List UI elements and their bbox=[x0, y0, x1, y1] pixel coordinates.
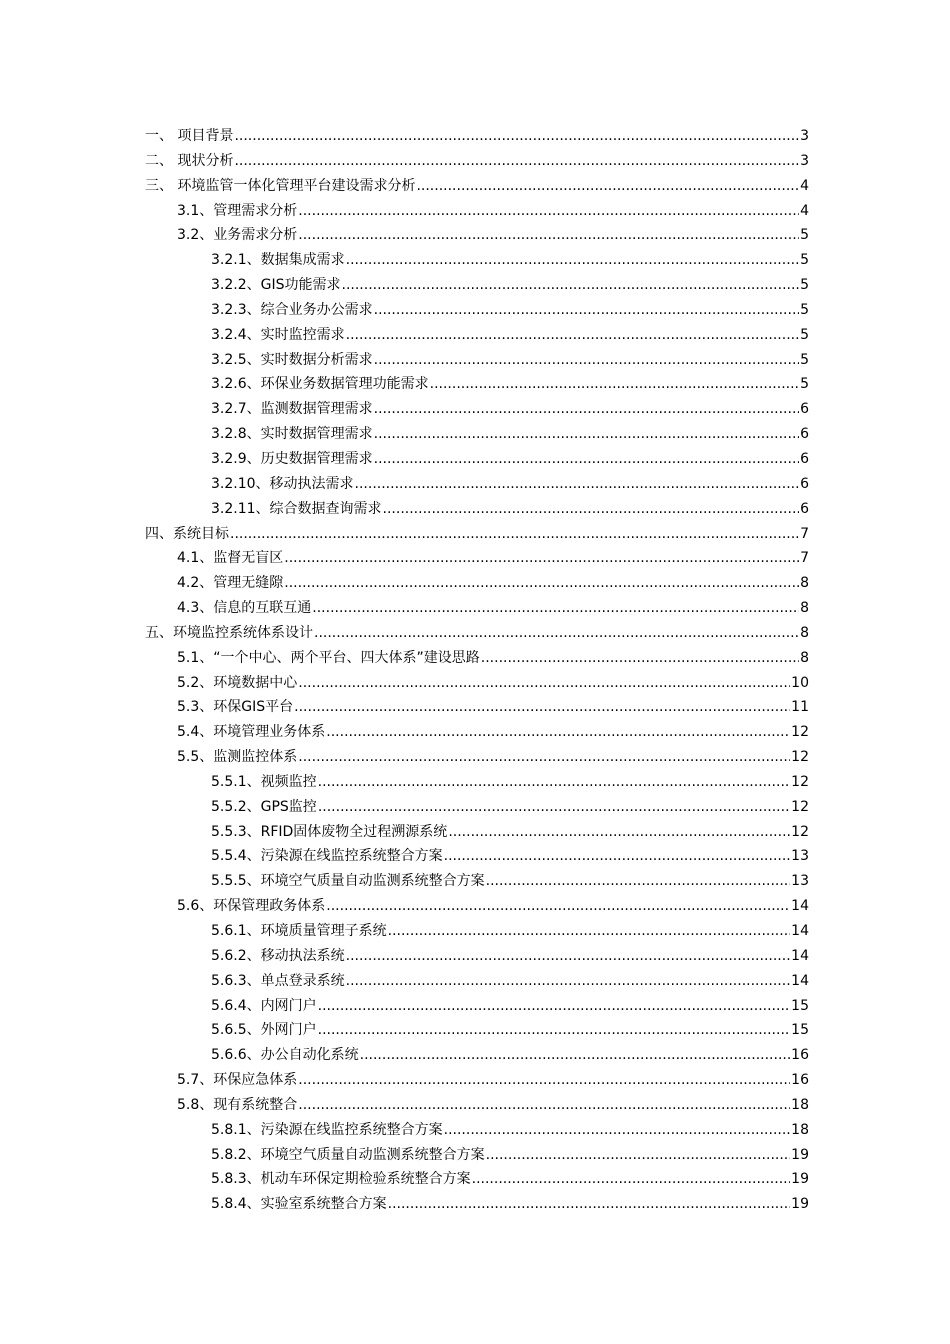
toc-dot-leader bbox=[342, 273, 800, 298]
toc-entry[interactable] bbox=[145, 944, 809, 969]
toc-entry[interactable] bbox=[145, 472, 809, 497]
toc-page-number: 12 bbox=[791, 823, 809, 840]
toc-dot-leader bbox=[298, 671, 790, 696]
toc-entry-title: 3.2.7、监测数据管理需求 bbox=[211, 401, 373, 418]
toc-dot-leader bbox=[318, 770, 791, 795]
toc-dot-leader bbox=[318, 795, 790, 820]
toc-entry[interactable] bbox=[145, 174, 809, 199]
toc-dot-leader bbox=[298, 223, 799, 248]
toc-entry-title: 3.2.3、综合业务办公需求 bbox=[211, 301, 373, 318]
toc-entry[interactable] bbox=[145, 869, 809, 894]
toc-page-number: 14 bbox=[791, 898, 809, 915]
toc-entry[interactable] bbox=[145, 919, 809, 944]
toc-dot-leader bbox=[234, 149, 799, 174]
toc-entry-title: 5.5.4、污染源在线监控系统整合方案 bbox=[211, 848, 443, 865]
toc-dot-leader bbox=[298, 1093, 790, 1118]
toc-entry[interactable] bbox=[145, 1143, 809, 1168]
toc-page-number: 5 bbox=[800, 351, 809, 368]
toc-entry-title: 5.5.3、RFID固体废物全过程溯源系统 bbox=[211, 823, 448, 840]
toc-dot-leader bbox=[374, 298, 799, 323]
toc-entry[interactable] bbox=[145, 621, 809, 646]
toc-page-number: 13 bbox=[791, 873, 809, 890]
toc-page-number: 5 bbox=[800, 376, 809, 393]
toc-entry-title: 3.2.8、实时数据管理需求 bbox=[211, 426, 373, 443]
toc-dot-leader bbox=[318, 994, 791, 1019]
toc-entry[interactable] bbox=[145, 546, 809, 571]
toc-page-number: 8 bbox=[800, 649, 809, 666]
toc-page-number: 14 bbox=[791, 972, 809, 989]
toc-entry[interactable] bbox=[145, 1167, 809, 1192]
toc-entry-title: 5.5.2、GPS监控 bbox=[211, 798, 317, 815]
toc-dot-leader bbox=[374, 397, 799, 422]
toc-dot-leader bbox=[481, 646, 799, 671]
table-of-contents bbox=[145, 124, 809, 1217]
toc-entry[interactable] bbox=[145, 522, 809, 547]
toc-dot-leader bbox=[318, 1018, 791, 1043]
toc-page-number: 16 bbox=[791, 1047, 809, 1064]
toc-page-number: 5 bbox=[800, 252, 809, 269]
toc-page-number: 14 bbox=[791, 923, 809, 939]
toc-entry[interactable] bbox=[145, 795, 809, 820]
toc-entry[interactable] bbox=[145, 422, 809, 447]
toc-entry-title: 3.1、管理需求分析 bbox=[177, 202, 298, 219]
toc-page-number: 7 bbox=[800, 525, 809, 542]
toc-page-number: 6 bbox=[800, 500, 809, 517]
toc-entry-title: 3.2.10、移动执法需求 bbox=[211, 475, 354, 492]
toc-dot-leader bbox=[486, 869, 791, 894]
toc-dot-leader bbox=[298, 1068, 790, 1093]
toc-page-number: 16 bbox=[791, 1072, 809, 1089]
toc-page-number: 8 bbox=[800, 624, 809, 641]
toc-dot-leader bbox=[448, 820, 790, 845]
toc-page-number: 11 bbox=[791, 699, 809, 716]
toc-dot-leader bbox=[284, 571, 799, 596]
toc-dot-leader bbox=[444, 844, 791, 869]
toc-dot-leader bbox=[230, 522, 799, 547]
toc-entry-title: 5.1、“一个中心、两个平台、四大体系”建设思路 bbox=[177, 649, 480, 666]
toc-dot-leader bbox=[355, 472, 800, 497]
toc-entry-title: 5.4、环境管理业务体系 bbox=[177, 724, 326, 741]
toc-entry-title: 5.5、监测监控体系 bbox=[177, 749, 298, 766]
toc-entry[interactable] bbox=[145, 720, 809, 745]
toc-entry[interactable] bbox=[145, 994, 809, 1019]
toc-entry-title: 3.2.9、历史数据管理需求 bbox=[211, 450, 373, 467]
toc-entry[interactable] bbox=[145, 397, 809, 422]
toc-entry-title: 4.2、管理无缝隙 bbox=[177, 575, 284, 592]
toc-page-number: 5 bbox=[800, 277, 809, 294]
toc-dot-leader bbox=[346, 944, 791, 969]
toc-entry-title: 5.6.6、办公自动化系统 bbox=[211, 1047, 359, 1064]
toc-page-number: 19 bbox=[791, 1196, 809, 1213]
toc-entry[interactable] bbox=[145, 447, 809, 472]
toc-entry-title: 4.1、监督无盲区 bbox=[177, 550, 284, 567]
toc-dot-leader bbox=[346, 323, 799, 348]
toc-entry-title: 3.2.2、GIS功能需求 bbox=[211, 277, 341, 294]
toc-dot-leader bbox=[388, 919, 791, 944]
toc-page-number: 19 bbox=[791, 1146, 809, 1163]
toc-entry[interactable] bbox=[145, 273, 809, 298]
toc-entry[interactable] bbox=[145, 646, 809, 671]
toc-entry-title: 3.2.11、综合数据查询需求 bbox=[211, 500, 382, 517]
toc-entry-title: 5.5.1、视频监控 bbox=[211, 773, 317, 790]
toc-page-number: 13 bbox=[791, 848, 809, 865]
toc-dot-leader bbox=[430, 372, 799, 397]
toc-entry-title: 五、环境监控系统体系设计 bbox=[145, 624, 313, 641]
toc-page-number: 6 bbox=[800, 450, 809, 467]
toc-dot-leader bbox=[312, 596, 799, 621]
toc-entry[interactable] bbox=[145, 1118, 809, 1143]
toc-entry[interactable] bbox=[145, 348, 809, 373]
toc-entry-title: 3.2.1、数据集成需求 bbox=[211, 252, 345, 269]
toc-entry-title: 5.6、环保管理政务体系 bbox=[177, 898, 326, 915]
toc-entry-title: 5.6.5、外网门户 bbox=[211, 1022, 317, 1039]
toc-page-number: 5 bbox=[800, 227, 809, 244]
toc-dot-leader bbox=[326, 720, 790, 745]
toc-entry[interactable] bbox=[145, 223, 809, 248]
toc-page-number: 12 bbox=[791, 798, 809, 815]
toc-dot-leader bbox=[374, 348, 799, 373]
toc-entry[interactable] bbox=[145, 1192, 809, 1217]
toc-entry[interactable] bbox=[145, 1018, 809, 1043]
toc-entry-title: 5.8.4、实验室系统整合方案 bbox=[211, 1196, 387, 1213]
toc-entry[interactable] bbox=[145, 695, 809, 720]
toc-page-number: 10 bbox=[791, 674, 809, 691]
toc-page-number: 12 bbox=[791, 773, 809, 790]
toc-page-number: 15 bbox=[791, 997, 809, 1014]
toc-entry[interactable] bbox=[145, 1068, 809, 1093]
toc-page-number: 14 bbox=[791, 947, 809, 964]
toc-entry[interactable] bbox=[145, 1043, 809, 1068]
toc-entry[interactable] bbox=[145, 372, 809, 397]
toc-page-number: 6 bbox=[800, 426, 809, 443]
toc-dot-leader bbox=[472, 1167, 791, 1192]
toc-entry-title: 5.6.2、移动执法系统 bbox=[211, 947, 345, 964]
toc-dot-leader bbox=[326, 894, 790, 919]
toc-page-number: 8 bbox=[800, 575, 809, 592]
toc-entry[interactable] bbox=[145, 497, 809, 522]
toc-dot-leader bbox=[486, 1143, 791, 1168]
toc-entry[interactable] bbox=[145, 199, 809, 224]
toc-entry-title: 三、 环境监管一体化管理平台建设需求分析 bbox=[145, 177, 416, 194]
toc-dot-leader bbox=[346, 969, 791, 994]
toc-page-number: 8 bbox=[800, 600, 809, 617]
toc-dot-leader bbox=[374, 422, 799, 447]
toc-entry[interactable] bbox=[145, 844, 809, 869]
toc-entry-title: 5.5.5、环境空气质量自动监测系统整合方案 bbox=[211, 873, 485, 890]
toc-dot-leader bbox=[346, 248, 799, 273]
toc-entry-title: 5.3、环保GIS平台 bbox=[177, 699, 294, 716]
toc-entry[interactable] bbox=[145, 571, 809, 596]
toc-entry[interactable] bbox=[145, 745, 809, 770]
toc-dot-leader bbox=[234, 124, 799, 149]
toc-page-number: 18 bbox=[791, 1121, 809, 1138]
toc-page-number: 12 bbox=[791, 749, 809, 766]
toc-dot-leader bbox=[360, 1043, 791, 1068]
toc-entry[interactable] bbox=[145, 298, 809, 323]
toc-entry-title: 5.6.1、环境质量管理子系统 bbox=[211, 923, 387, 939]
toc-entry-title: 5.6.4、内网门户 bbox=[211, 997, 317, 1014]
toc-entry[interactable] bbox=[145, 596, 809, 621]
toc-page-number: 12 bbox=[791, 724, 809, 741]
toc-page-number: 18 bbox=[791, 1096, 809, 1113]
toc-dot-leader bbox=[383, 497, 800, 522]
toc-entry-title: 5.8.3、机动车环保定期检验系统整合方案 bbox=[211, 1171, 471, 1188]
toc-entry[interactable] bbox=[145, 149, 809, 174]
toc-entry-title: 3.2.6、环保业务数据管理功能需求 bbox=[211, 376, 429, 393]
toc-entry[interactable] bbox=[145, 323, 809, 348]
toc-page-number: 5 bbox=[800, 301, 809, 318]
toc-entry[interactable] bbox=[145, 124, 809, 149]
toc-entry-title: 5.8.1、污染源在线监控系统整合方案 bbox=[211, 1121, 443, 1138]
toc-dot-leader bbox=[298, 745, 790, 770]
toc-entry[interactable] bbox=[145, 820, 809, 845]
toc-entry-title: 5.6.3、单点登录系统 bbox=[211, 972, 345, 989]
toc-page-number: 7 bbox=[800, 550, 809, 567]
toc-entry-title: 5.8、现有系统整合 bbox=[177, 1096, 298, 1113]
toc-entry-title: 5.7、环保应急体系 bbox=[177, 1072, 298, 1089]
toc-entry-title: 5.8.2、环境空气质量自动监测系统整合方案 bbox=[211, 1146, 485, 1163]
toc-entry-title: 3.2、业务需求分析 bbox=[177, 227, 298, 244]
toc-entry-title: 5.2、环境数据中心 bbox=[177, 674, 298, 691]
toc-entry-title: 一、 项目背景 bbox=[145, 128, 234, 144]
toc-entry-title: 二、 现状分析 bbox=[145, 152, 234, 169]
toc-page-number: 6 bbox=[800, 401, 809, 418]
toc-page-number: 15 bbox=[791, 1022, 809, 1039]
toc-dot-leader bbox=[314, 621, 799, 646]
toc-dot-leader bbox=[294, 695, 790, 720]
toc-entry-title: 四、系统目标 bbox=[145, 525, 229, 542]
toc-entry[interactable] bbox=[145, 1093, 809, 1118]
toc-entry-title: 3.2.5、实时数据分析需求 bbox=[211, 351, 373, 368]
toc-dot-leader bbox=[298, 199, 799, 224]
toc-dot-leader bbox=[374, 447, 799, 472]
toc-entry[interactable] bbox=[145, 894, 809, 919]
toc-page-number: 5 bbox=[800, 326, 809, 343]
toc-dot-leader bbox=[444, 1118, 791, 1143]
toc-entry-title: 3.2.4、实时监控需求 bbox=[211, 326, 345, 343]
toc-entry[interactable] bbox=[145, 969, 809, 994]
toc-entry[interactable] bbox=[145, 671, 809, 696]
toc-page-number: 4 bbox=[800, 202, 809, 219]
toc-dot-leader bbox=[284, 546, 799, 571]
toc-dot-leader bbox=[388, 1192, 791, 1217]
toc-entry[interactable] bbox=[145, 770, 809, 795]
toc-page-number: 4 bbox=[800, 177, 809, 194]
toc-entry-title: 4.3、信息的互联互通 bbox=[177, 600, 312, 617]
toc-entry[interactable] bbox=[145, 248, 809, 273]
toc-page-number: 3 bbox=[800, 128, 809, 144]
toc-dot-leader bbox=[416, 174, 799, 199]
toc-page-number: 19 bbox=[791, 1171, 809, 1188]
toc-page-number: 3 bbox=[800, 152, 809, 169]
toc-page-number: 6 bbox=[800, 475, 809, 492]
